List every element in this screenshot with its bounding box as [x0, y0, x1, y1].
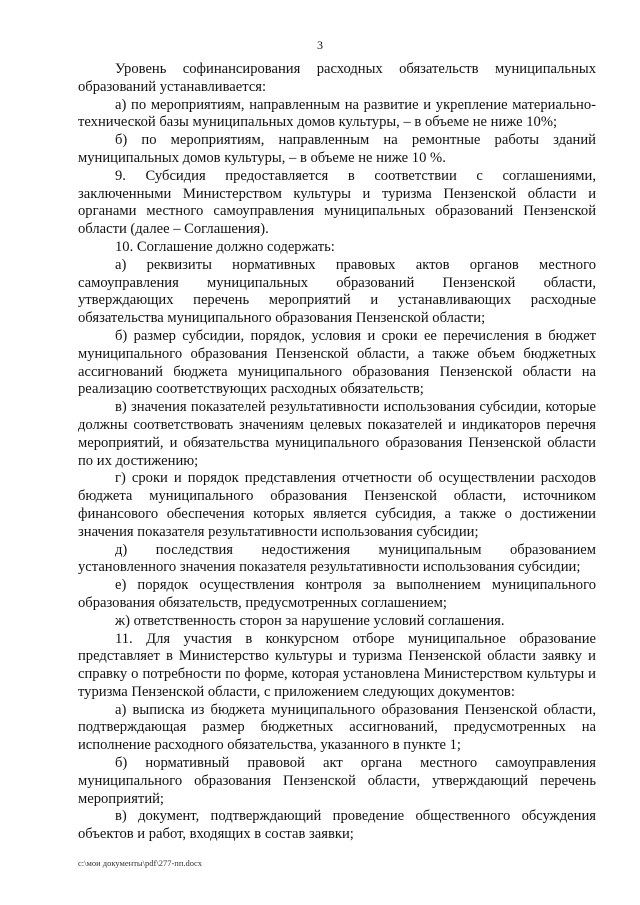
paragraph-11-application: 11. Для участия в конкурсном отборе муниципальное образование представляет в Министерство культуры и туризма Пензенской области заявку и справку о потребности по форме, которая установлена Министерством культуры и туризма Пензенской области, с приложением следующих документов: [78, 630, 596, 700]
paragraph-10b-subsidy-amount: б) размер субсидии, порядок, условия и сроки ее перечисления в бюджет муниципального образования Пензенской области, а также объем бюджетных ассигнований бюджета муниципального образования Пензенской области на реализацию соответствующих расходных обязательств; [78, 327, 596, 398]
paragraph-9-subsidy-agreements: 9. Субсидия предоставляется в соответствии с соглашениями, заключенными Министерством культуры и туризма Пензенской области и органами местного самоуправления муниципальных образований Пензенской области (далее – Соглашения). [78, 167, 596, 238]
paragraph-cofinancing-level: Уровень софинансирования расходных обязательств муниципальных образований устанавливается: [78, 61, 596, 95]
paragraph-10e-consequences: д) последствия недостижения муниципальным образованием установленного значения показателя результативности использования субсидии; [78, 541, 596, 576]
page-number: 3 [317, 38, 323, 52]
paragraph-item-b-repair-works: б) по мероприятиям, направленным на ремонтные работы зданий муниципальных домов культуры, – в объеме не ниже 10 %. [78, 132, 596, 166]
paragraph-10c-performance-indicators: в) значения показателей результативности использования субсидии, которые должны соответствовать значениям целевых показателей и индикаторов перечня мероприятий, и обязательства муниципального образования Пензенской области по их достижению; [78, 399, 596, 469]
paragraph-item-a-material-base: а) по мероприятиям, направленным на развитие и укрепление материально-технической базы муниципальных домов культуры, – в объеме не ниже 10%; [78, 96, 596, 131]
paragraph-10f-control: е) порядок осуществления контроля за выполнением муниципального образования обязательств, предусмотренных соглашением; [78, 577, 596, 611]
paragraph-10d-reporting: г) сроки и порядок представления отчетности об осуществлении расходов бюджета муниципального образования Пензенской области, источником финансового обеспечения которых является субсидия, а также о достижении значения показателя результативности использования субсидии; [78, 470, 596, 540]
paragraph-10a-legal-acts: а) реквизиты нормативных правовых актов органов местного самоуправления муниципальных образований Пензенской области, утверждающих перечень мероприятий и устанавливающих расходные обязательства муниципального образования Пензенской области; [78, 256, 596, 327]
paragraph-10-agreement-contents: 10. Соглашение должно содержать: [115, 238, 335, 255]
paragraph-11b-legal-act: б) нормативный правовой акт органа местного самоуправления муниципального образования Пензенской области, утверждающий перечень мероприятий; [78, 755, 596, 807]
footer-file-path: c:\мои документы\pdf\277-пп.docx [78, 858, 203, 868]
paragraph-11a-budget-extract: а) выписка из бюджета муниципального образования Пензенской области, подтверждающая размер бюджетных ассигнований, предусмотренных на исполнение расходного обязательства, указанного в пункте 1; [78, 701, 596, 754]
paragraph-10g-responsibility: ж) ответственность сторон за нарушение условий соглашения. [115, 612, 505, 629]
document-body [78, 61, 596, 844]
paragraph-11c-public-discussion: в) документ, подтверждающий проведение общественного обсуждения объектов и работ, входящих в состав заявки; [78, 808, 596, 843]
